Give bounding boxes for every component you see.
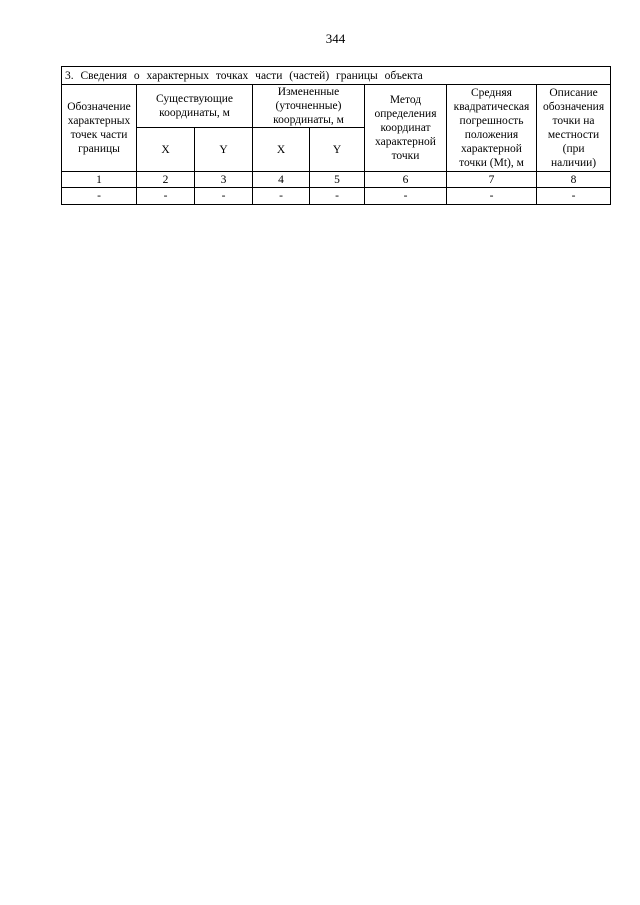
header-point-designation: Обозначение характерных точек части границы bbox=[62, 85, 137, 172]
table-cell: - bbox=[137, 188, 195, 205]
column-number: 5 bbox=[310, 172, 365, 188]
header-row bbox=[62, 85, 611, 128]
section-title: 3. Сведения о характерных точках части (частей) границы объекта bbox=[62, 67, 611, 85]
section-title-row bbox=[62, 67, 611, 85]
column-number: 8 bbox=[537, 172, 611, 188]
column-number: 2 bbox=[137, 172, 195, 188]
column-number: 7 bbox=[447, 172, 537, 188]
table-cell: - bbox=[195, 188, 253, 205]
header-existing-y: Y bbox=[195, 128, 253, 172]
header-existing-coords: Существующие координаты, м bbox=[137, 85, 253, 128]
header-error: Средняя квадратическая погрешность положения характерной точки (Mt), м bbox=[447, 85, 537, 172]
header-changed-x: X bbox=[253, 128, 310, 172]
header-existing-x: X bbox=[137, 128, 195, 172]
header-method: Метод определения координат характерной точки bbox=[365, 85, 447, 172]
column-numbers-row bbox=[62, 172, 611, 188]
column-number: 6 bbox=[365, 172, 447, 188]
header-description: Описание обозначения точки на местности (при наличии) bbox=[537, 85, 611, 172]
column-number: 3 bbox=[195, 172, 253, 188]
header-changed-coords: Измененные (уточненные) координаты, м bbox=[253, 85, 365, 128]
table-cell: - bbox=[62, 188, 137, 205]
table-cell: - bbox=[310, 188, 365, 205]
table-cell: - bbox=[365, 188, 447, 205]
column-number: 1 bbox=[62, 172, 137, 188]
header-changed-y: Y bbox=[310, 128, 365, 172]
table-cell: - bbox=[253, 188, 310, 205]
table-cell: - bbox=[447, 188, 537, 205]
table-row bbox=[62, 188, 611, 205]
characteristic-points-table bbox=[61, 66, 611, 205]
table-cell: - bbox=[537, 188, 611, 205]
column-number: 4 bbox=[253, 172, 310, 188]
page-number: 344 bbox=[325, 31, 346, 46]
